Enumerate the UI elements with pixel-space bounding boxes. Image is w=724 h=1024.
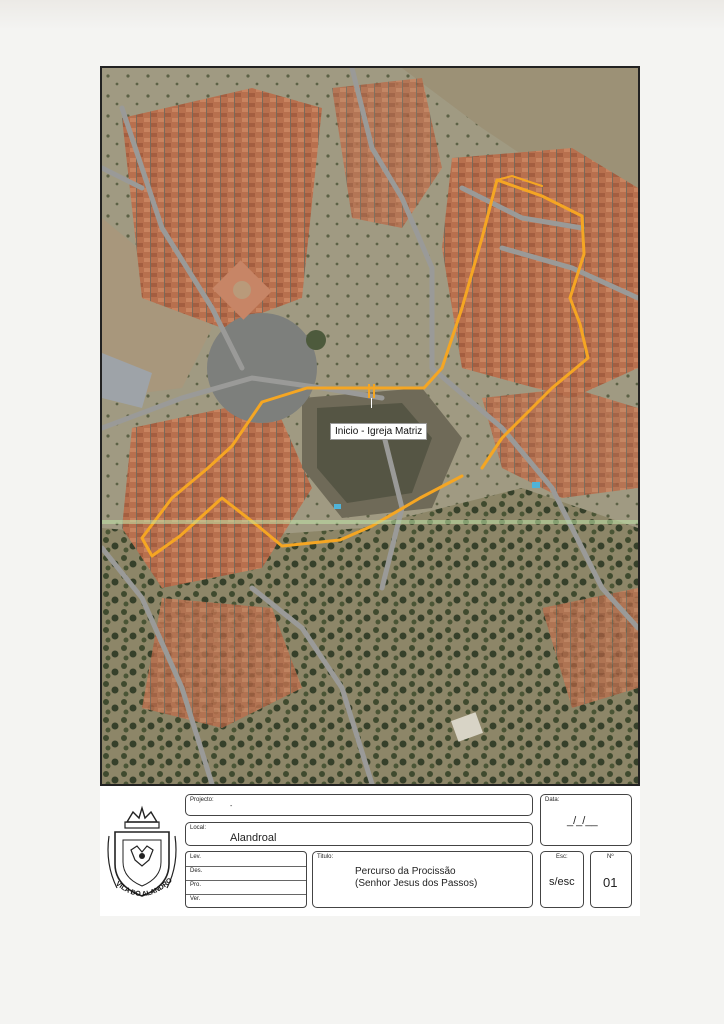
data-field (540, 794, 632, 846)
municipal-crest (103, 800, 181, 910)
local-label: Local: (190, 825, 207, 831)
projecto-field (185, 794, 533, 816)
titulo-line-1: Percurso da Procissão (355, 866, 456, 877)
numero-field (590, 851, 632, 908)
numero-value: 01 (603, 875, 618, 890)
signature-rows (185, 851, 307, 908)
crest-icon (103, 800, 181, 910)
local-field (185, 822, 533, 846)
row-des: Des. (190, 868, 203, 874)
crest-text: VILA DO ALANDRO (114, 876, 174, 899)
row-pro: Pro. (190, 882, 202, 888)
titulo-line-2: (Senhor Jesus dos Passos) (355, 878, 478, 889)
data-label: Data: (545, 797, 560, 803)
numero-label: Nº (607, 854, 614, 860)
local-value: Alandroal (230, 832, 277, 844)
scan-shadow (0, 0, 724, 30)
start-point-label: Inicio - Igreja Matriz (330, 423, 427, 440)
escala-value: s/esc (549, 876, 575, 888)
projecto-value: - (230, 803, 233, 810)
escala-field (540, 851, 584, 908)
data-value: _/_/__ (567, 815, 598, 827)
titulo-field (312, 851, 533, 908)
row-lev: Lev. (190, 854, 201, 860)
escala-label: Esc: (556, 854, 568, 860)
row-ver: Ver. (190, 896, 201, 902)
projecto-label: Projecto: (190, 797, 214, 803)
titulo-label: Titulo: (317, 854, 334, 860)
